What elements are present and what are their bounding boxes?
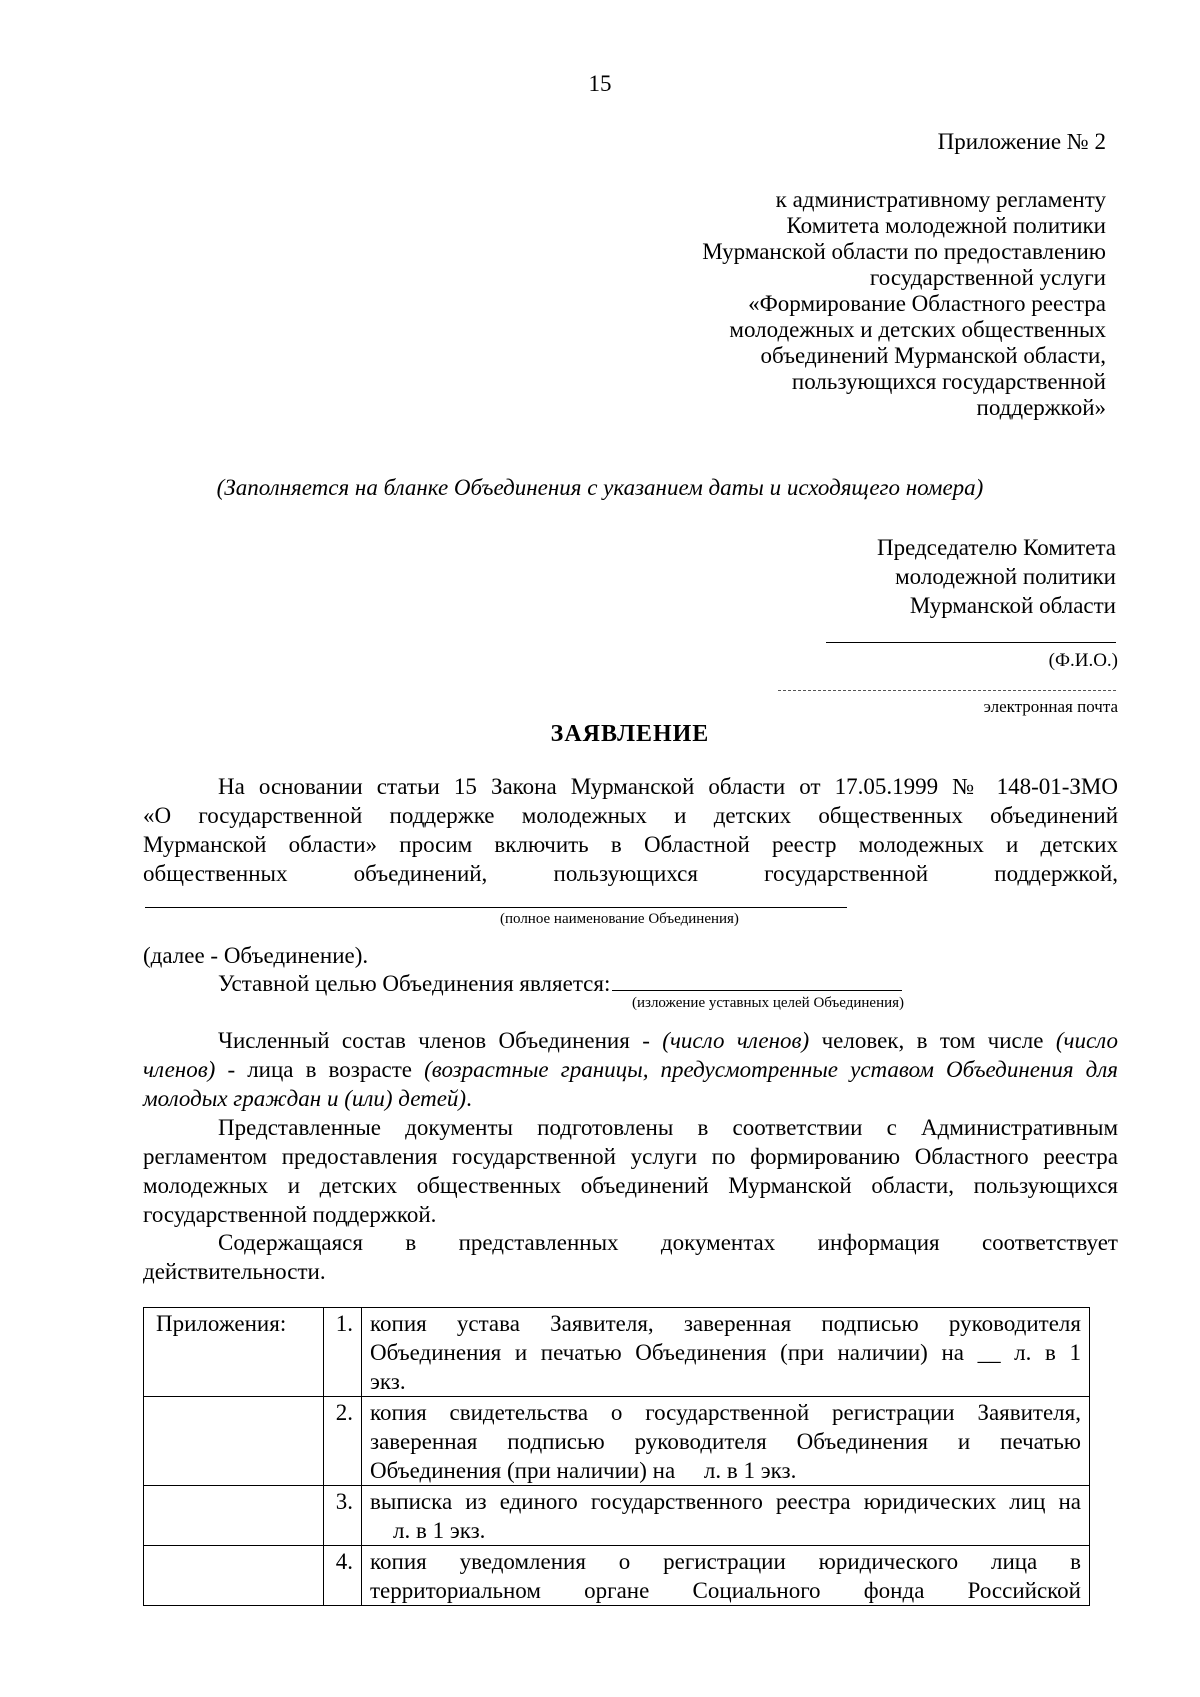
appendix-line: поддержкой» [976,395,1106,420]
appendix-line: Мурманской области по предоставлению [702,239,1106,264]
statutory-goal-line [143,969,1118,998]
text-line: копия устава Заявителя, заверенная подписью руководителя [370,1311,1081,1336]
email-blank-line [778,690,1116,691]
text-line: общественных объединений, пользующихся государственной поддержкой, [143,861,1118,886]
appendix-description [362,1308,1090,1397]
statutory-goal-blank [612,970,902,991]
text-line: экз. [370,1369,406,1394]
text-fragment: - лица в возрасте [215,1057,425,1082]
paragraph-membership [143,1026,1118,1113]
paragraph-information-valid [143,1228,1118,1286]
text-line: копия свидетельства о государственной регистрации Заявителя, [370,1400,1081,1425]
fio-caption: (Ф.И.О.) [1048,650,1118,671]
text-fragment: человек, в том числе [809,1028,1056,1053]
appendix-number: 4. [324,1546,362,1606]
youth-count-placeholder: членов) [143,1057,216,1082]
text-line: территориальном органе Социального фонда Российской [370,1578,1081,1603]
org-name-caption: (полное наименование Объединения) [500,911,739,927]
table-row [144,1397,1090,1486]
age-range-placeholder: молодых граждан и (или) детей) [143,1086,467,1111]
appendix-description [362,1486,1090,1546]
appendix-line: пользующихся государственной [791,369,1106,394]
text-fragment: . [466,1086,472,1111]
text-line: Содержащаяся в представленных документах информация соответствует [218,1230,1118,1255]
appendix-reference [702,187,1106,421]
appendix-description [362,1546,1090,1606]
page-number: 15 [588,71,612,96]
appendices-table [143,1307,1090,1606]
text-line: государственной поддержкой. [143,1202,437,1227]
appendices-label: Приложения: [144,1308,324,1397]
document-title: ЗАЯВЛЕНИЕ [550,721,710,747]
text-line: молодежных и детских общественных объединений Мурманской области, пользующихся [143,1173,1118,1198]
statutory-goal-caption: (изложение уставных целей Объединения) [632,995,905,1011]
youth-count-placeholder: (число [1055,1028,1118,1053]
fill-instruction-note: (Заполняется на бланке Объединения с указанием даты и исходящего номера) [216,475,984,500]
age-range-placeholder: (возрастные границы, предусмотренные уставом Объединения для [424,1057,1118,1082]
appendix-number: 1. [324,1308,362,1397]
appendix-line: государственной услуги [869,265,1106,290]
text-line: (далее - Объединение). [143,943,369,968]
email-caption: электронная почта [983,697,1118,716]
text-line: выписка из единого государственного реестра юридических лиц на [370,1489,1081,1514]
appendix-line: объединений Мурманской области, [760,343,1106,368]
table-row [144,1546,1090,1606]
addressee-block [877,533,1116,620]
appendix-description [362,1397,1090,1486]
text-fragment: Численный состав членов Объединения - [218,1028,663,1053]
statutory-goal-text: Уставной целью Объединения является: [218,971,611,996]
text-line: «О государственной поддержке молодежных и детских общественных объединений [143,803,1118,828]
table-row [144,1486,1090,1546]
appendix-title: Приложение № 2 [937,129,1106,154]
org-name-blank-line [145,907,847,908]
text-line: Объединения (при наличии) на л. в 1 экз. [370,1458,797,1483]
appendix-number: 3. [324,1486,362,1546]
text-line: действительности. [143,1259,326,1284]
appendix-line: «Формирование Областного реестра [748,291,1106,316]
text-line: На основании статьи 15 Закона Мурманской области от 17.05.1999 № 148-01-ЗМО [218,774,1118,799]
text-line: регламентом предоставления государственной услуги по формированию Областного реестра [143,1144,1118,1169]
text-line: копия уведомления о регистрации юридического лица в [370,1549,1081,1574]
appendix-line: молодежных и детских общественных [729,317,1106,342]
paragraph-request [143,772,1118,888]
addressee-line: Мурманской области [909,593,1116,618]
text-line: Мурманской области» просим включить в Областной реестр молодежных и детских [143,832,1118,857]
appendix-line: к административному регламенту [775,187,1106,212]
text-line: заверенная подписью руководителя Объединения и печатью [370,1429,1081,1454]
member-count-placeholder: (число членов) [662,1028,810,1053]
addressee-line: Председателю Комитета [876,535,1116,560]
paragraph-documents-prepared [143,1113,1118,1229]
paragraph-hereinafter [143,941,1118,970]
fio-blank-line [826,642,1116,643]
appendix-number: 2. [324,1397,362,1486]
appendix-line: Комитета молодежной политики [786,213,1106,238]
text-line: Объединения и печатью Объединения (при наличии) на __ л. в 1 [370,1340,1081,1365]
addressee-line: молодежной политики [895,564,1116,589]
text-line: Представленные документы подготовлены в соответствии с Административным [218,1115,1118,1140]
table-row [144,1308,1090,1397]
text-line: л. в 1 экз. [370,1518,486,1543]
